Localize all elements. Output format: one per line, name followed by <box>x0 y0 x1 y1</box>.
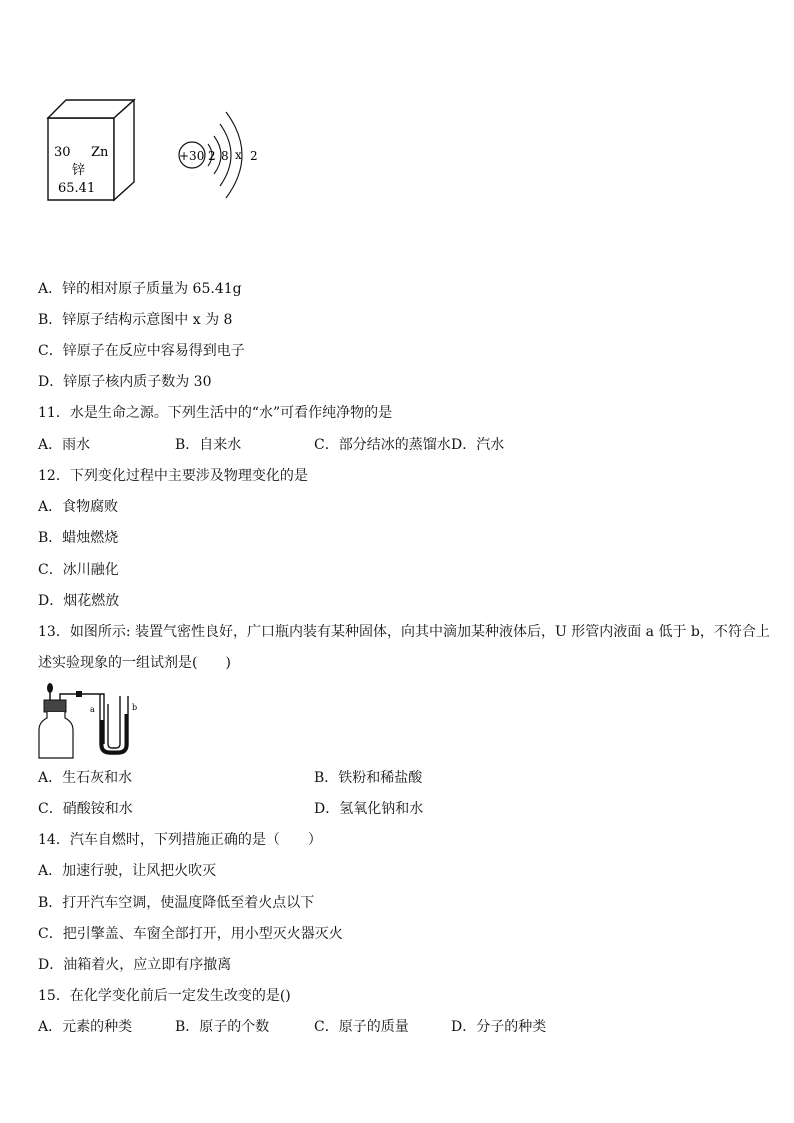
label-a: a <box>90 705 95 714</box>
q15-option-c: C．原子的质量 <box>314 1019 409 1035</box>
q12-option-d: D．烟花燃放 <box>38 593 120 609</box>
element-symbol: Zn <box>91 145 109 160</box>
nucleus-charge: +30 <box>179 149 205 163</box>
q14-stem: 14．汽车自燃时，下列措施正确的是（ ） <box>38 832 322 848</box>
shell-1-electrons: 2 <box>208 149 216 163</box>
q13-option-b: B．铁粉和稀盐酸 <box>314 770 423 786</box>
atomic-mass: 65.41 <box>58 181 96 196</box>
zinc-element-card <box>44 96 140 204</box>
q15-option-a: A．元素的种类 <box>38 1019 133 1035</box>
q13-option-a: A．生石灰和水 <box>38 770 133 786</box>
u-tube-apparatus <box>36 682 146 762</box>
q15-stem: 15．在化学变化前后一定发生改变的是() <box>38 988 291 1004</box>
q11-option-a: A．雨水 <box>38 437 91 453</box>
q12-option-a: A．食物腐败 <box>38 499 119 515</box>
atom-structure-diagram <box>170 92 280 218</box>
atomic-number: 30 <box>54 145 71 160</box>
q11-option-c: C．部分结冰的蒸馏水 <box>314 437 451 453</box>
q14-option-d: D．油箱着火，应立即有序撤离 <box>38 957 232 973</box>
q14-option-c: C．把引擎盖、车窗全部打开，用小型灭火器灭火 <box>38 926 343 942</box>
q11-option-b: B．自来水 <box>175 437 242 453</box>
label-b: b <box>132 703 138 712</box>
q11-stem: 11．水是生命之源。下列生活中的“水”可看作纯净物的是 <box>38 405 393 421</box>
q13-option-d: D．氢氧化钠和水 <box>314 801 424 817</box>
shell-4-electrons: 2 <box>250 149 258 163</box>
q14-option-a: A．加速行驶，让风把火吹灭 <box>38 863 217 879</box>
q13-option-c: C．硝酸铵和水 <box>38 801 133 817</box>
q15-option-d: D．分子的种类 <box>451 1019 547 1035</box>
q13-stem-line-1: 13．如图所示: 装置气密性良好，广口瓶内装有某种固体，向其中滴加某种液体后，U 形管内液面 a 低于 b，不符合上 <box>38 624 770 640</box>
element-name: 锌 <box>72 163 86 178</box>
q11-option-d: D．汽水 <box>451 437 505 453</box>
shell-3-electrons: x <box>235 148 242 162</box>
q12-stem: 12．下列变化过程中主要涉及物理变化的是 <box>38 468 308 484</box>
q12-option-b: B．蜡烛燃烧 <box>38 530 119 546</box>
shell-2-electrons: 8 <box>221 149 229 163</box>
q12-option-c: C．冰川融化 <box>38 562 119 578</box>
q15-option-b: B．原子的个数 <box>175 1019 270 1035</box>
q10-option-c: C．锌原子在反应中容易得到电子 <box>38 343 245 359</box>
q10-option-d: D．锌原子核内质子数为 30 <box>38 374 212 390</box>
q14-option-b: B．打开汽车空调，使温度降低至着火点以下 <box>38 895 315 911</box>
q13-stem-line-2: 述实验现象的一组试剂是( ) <box>38 655 231 671</box>
q10-option-b: B．锌原子结构示意图中 x 为 8 <box>38 312 233 328</box>
q10-option-a: A．锌的相对原子质量为 65.41g <box>38 281 242 297</box>
